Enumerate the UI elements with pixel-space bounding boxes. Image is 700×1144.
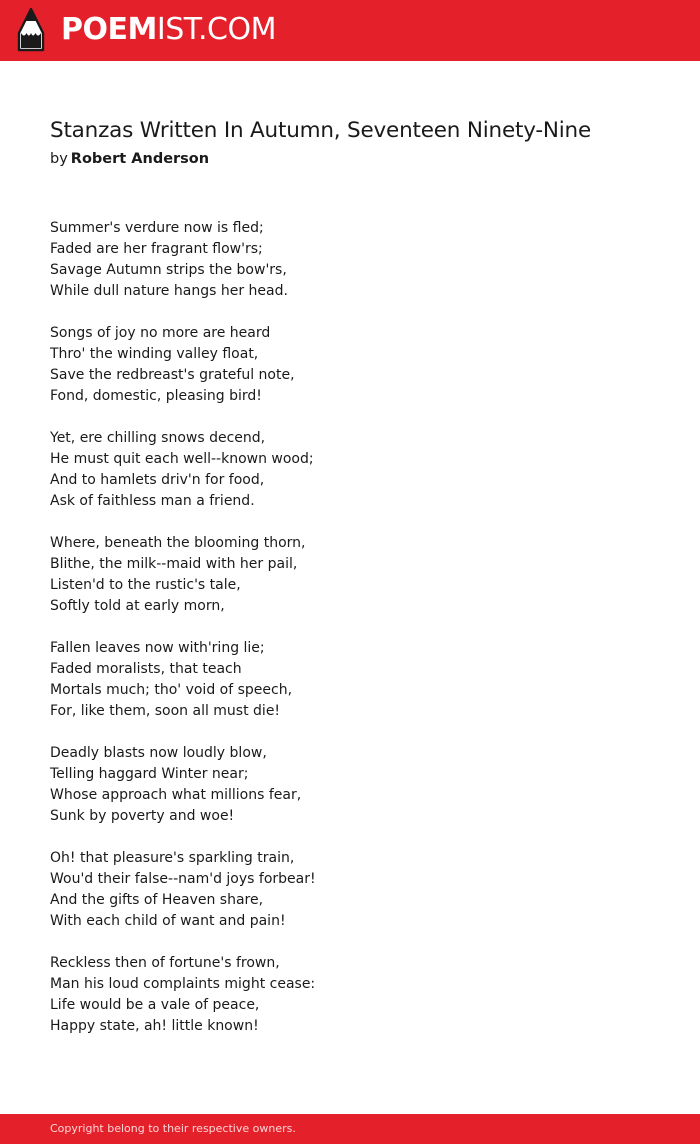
poem-line: For, like them, soon all must die! xyxy=(50,703,281,719)
poem-line: Deadly blasts now loudly blow, xyxy=(50,745,267,761)
poem-line: Wou'd their false--nam'd joys forbear! xyxy=(50,871,316,887)
stanza xyxy=(50,743,650,827)
stanza xyxy=(50,533,650,617)
poem-title: Stanzas Written In Autumn, Seventeen Ninety-Nine xyxy=(50,118,592,143)
copyright-text: Copyright belong to their respective owners. xyxy=(50,1122,296,1135)
stanza xyxy=(50,848,650,932)
pencil-tip-icon xyxy=(16,8,46,52)
poem-body xyxy=(50,218,650,1058)
poem-line: Mortals much; tho' void of speech, xyxy=(50,682,293,698)
poem-line: While dull nature hangs her head. xyxy=(50,283,288,299)
poem-line: Blithe, the milk--maid with her pail, xyxy=(50,556,298,572)
poem-line: And to hamlets driv'n for food, xyxy=(50,472,265,488)
poem-line: Faded moralists, that teach xyxy=(50,661,242,677)
poem-line: Yet, ere chilling snows decend, xyxy=(50,430,266,446)
poem-line: Save the redbreast's grateful note, xyxy=(50,367,295,383)
stanza xyxy=(50,428,650,512)
poem-line: Reckless then of fortune's frown, xyxy=(50,955,280,971)
stanza xyxy=(50,953,650,1037)
byline-label: by xyxy=(50,151,68,167)
poem-line: Telling haggard Winter near; xyxy=(50,766,249,782)
poem-line: Fallen leaves now with'ring lie; xyxy=(50,640,265,656)
poem-line: Fond, domestic, pleasing bird! xyxy=(50,388,262,404)
poem-line: Life would be a vale of peace, xyxy=(50,997,260,1013)
poem-line: Sunk by poverty and woe! xyxy=(50,808,235,824)
site-logo-link[interactable] xyxy=(16,8,276,52)
site-footer xyxy=(0,1114,700,1144)
poem-line: Listen'd to the rustic's tale, xyxy=(50,577,241,593)
poem-line: And the gifts of Heaven share, xyxy=(50,892,264,908)
stanza xyxy=(50,323,650,407)
poem-line: Softly told at early morn, xyxy=(50,598,225,614)
poem-byline xyxy=(50,148,209,170)
poem-line: Whose approach what millions fear, xyxy=(50,787,302,803)
poem-line: Thro' the winding valley float, xyxy=(50,346,259,362)
poem-line: Savage Autumn strips the bow'rs, xyxy=(50,262,287,278)
stanza xyxy=(50,218,650,302)
poem-line: Man his loud complaints might cease: xyxy=(50,976,316,992)
poem-line: Happy state, ah! little known! xyxy=(50,1018,259,1034)
poem-line: Ask of faithless man a friend. xyxy=(50,493,255,509)
logo-light-part: IST.COM xyxy=(156,12,276,47)
site-logo-text xyxy=(61,8,276,52)
poem-line: He must quit each well--known wood; xyxy=(50,451,314,467)
poem-line: Where, beneath the blooming thorn, xyxy=(50,535,306,551)
poem-line: With each child of want and pain! xyxy=(50,913,286,929)
poem-line: Songs of joy no more are heard xyxy=(50,325,271,341)
logo-bold-part: POEM xyxy=(61,12,157,47)
poem-line: Faded are her fragrant flow'rs; xyxy=(50,241,263,257)
poem-line: Oh! that pleasure's sparkling train, xyxy=(50,850,295,866)
site-header xyxy=(0,0,700,61)
poem-author: Robert Anderson xyxy=(70,151,210,167)
stanza xyxy=(50,638,650,722)
poem-line: Summer's verdure now is fled; xyxy=(50,220,264,236)
